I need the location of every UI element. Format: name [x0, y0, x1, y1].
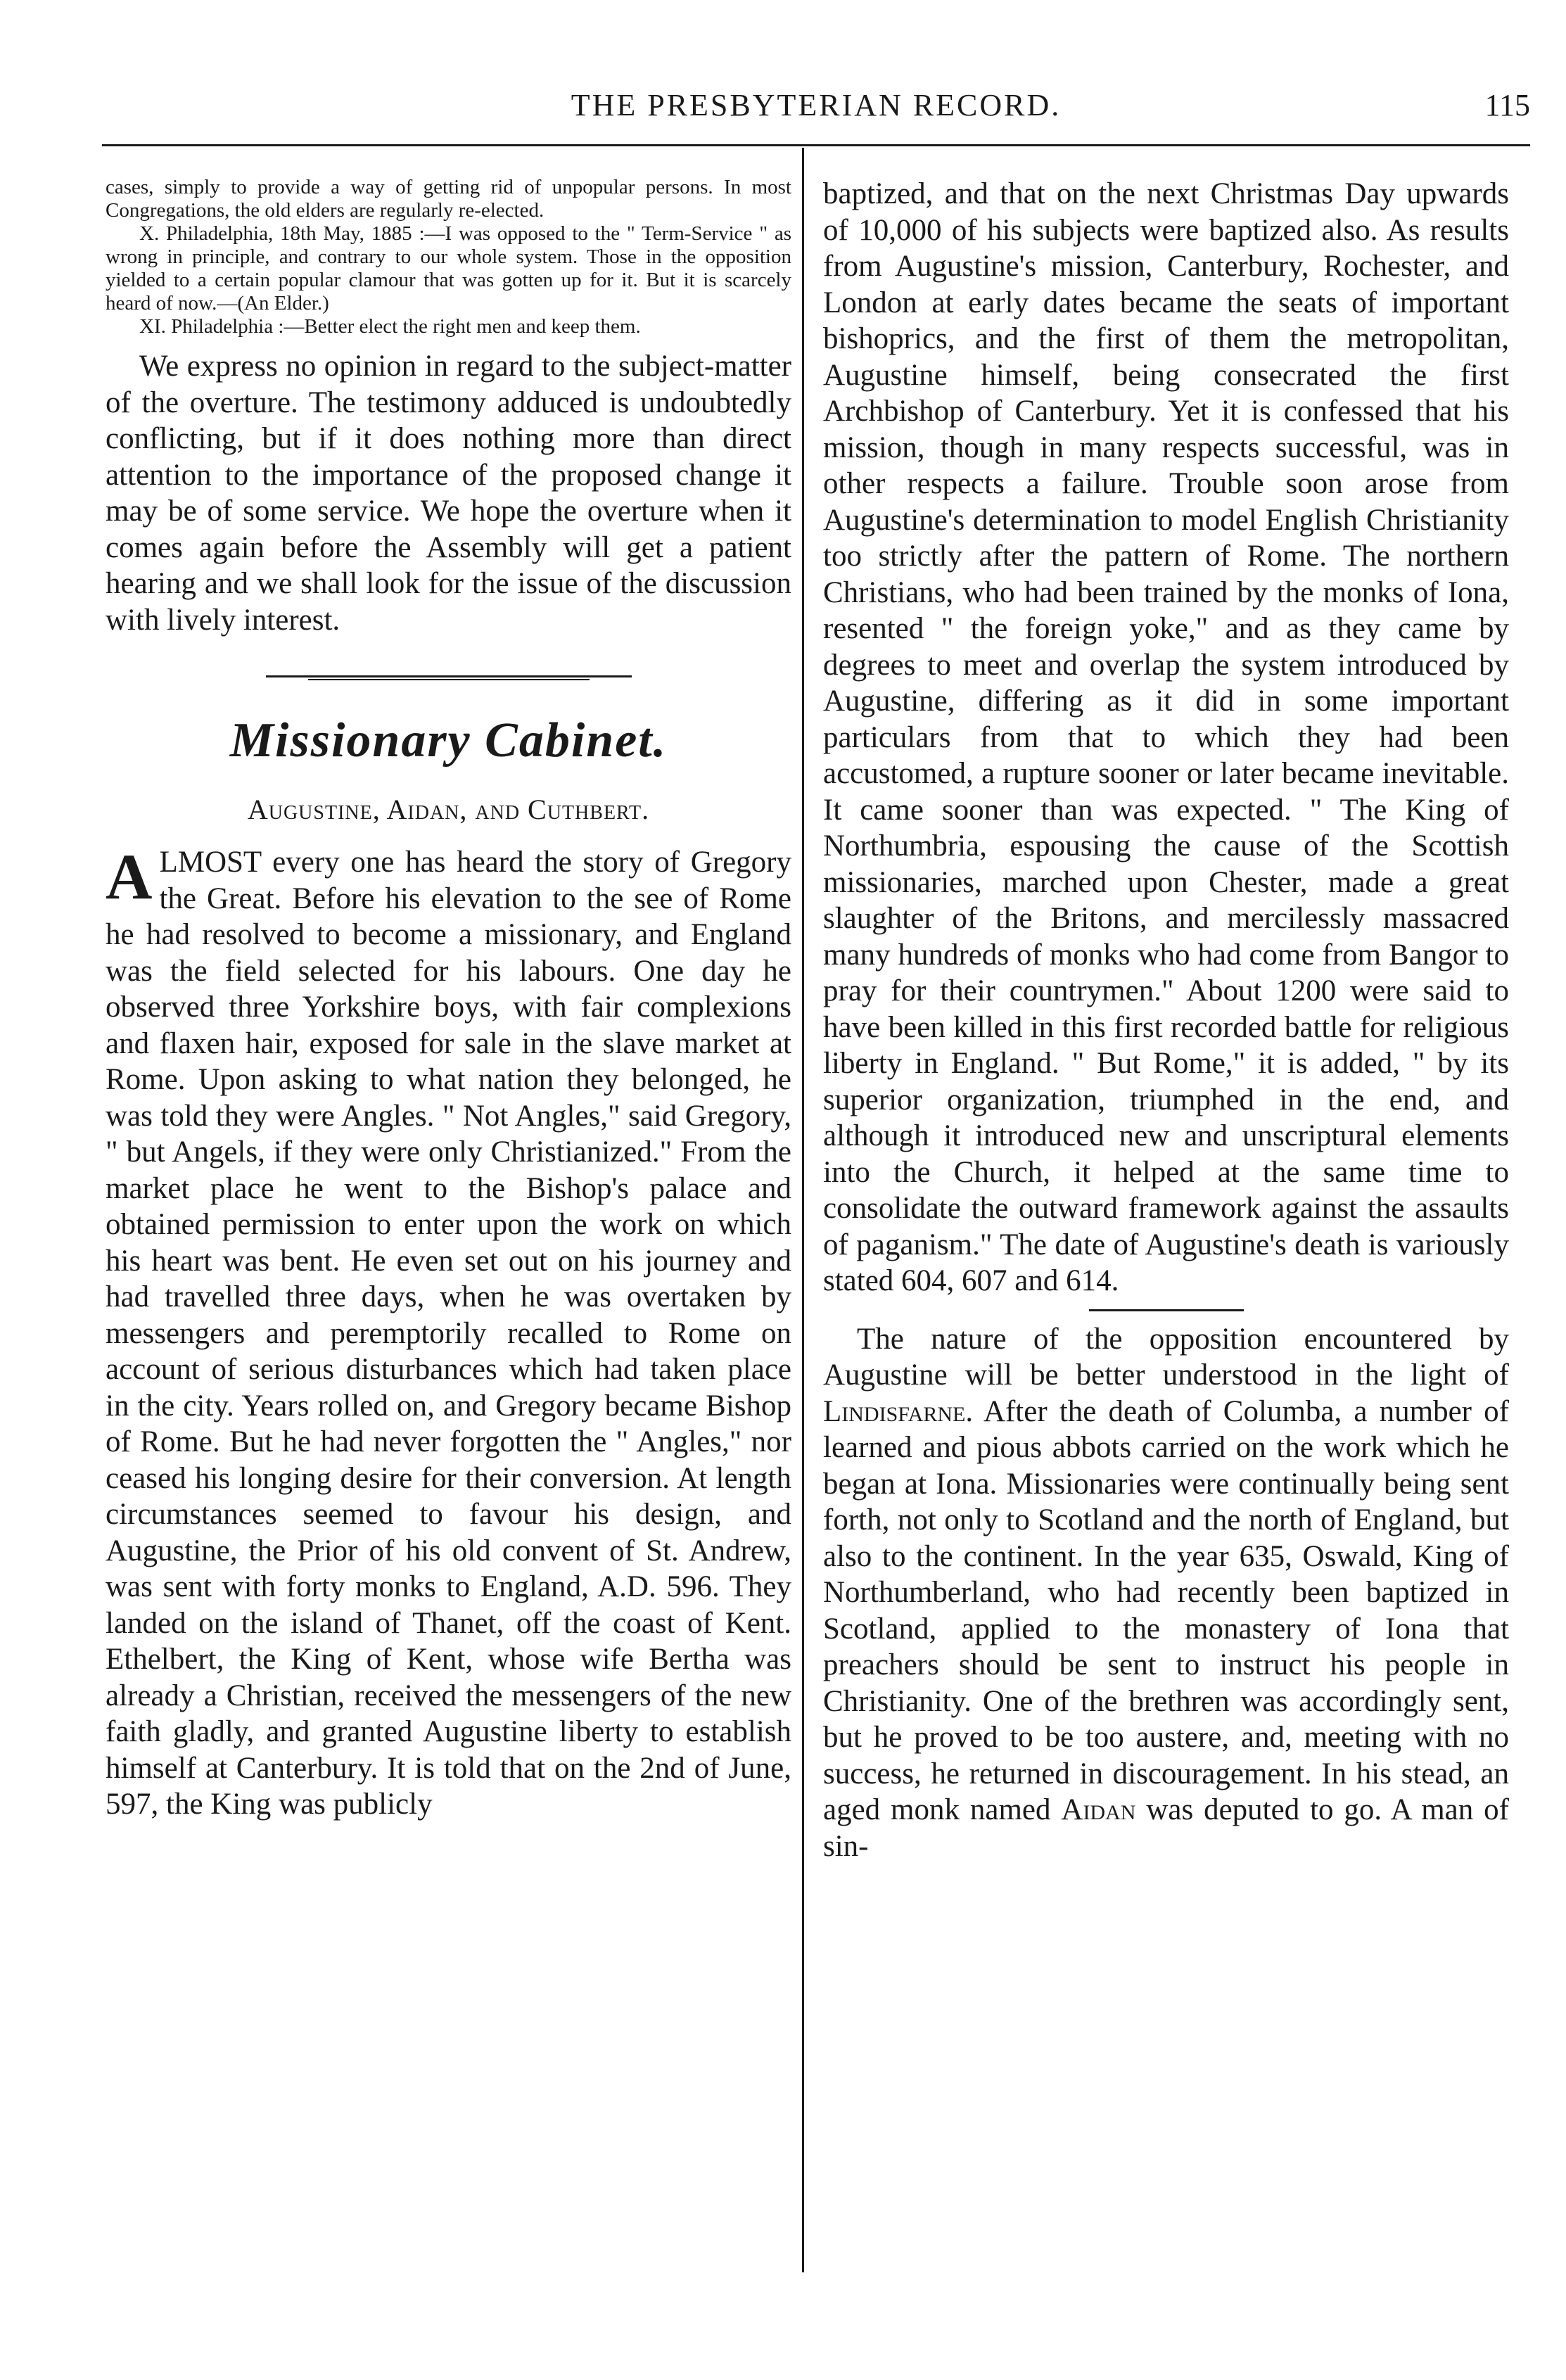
running-title: THE PRESBYTERIAN RECORD.	[571, 88, 1062, 122]
header-rule	[102, 144, 1530, 146]
page-header	[102, 83, 1530, 132]
left-column	[106, 176, 791, 1823]
page-number: 115	[1484, 88, 1530, 122]
drop-cap: A	[106, 841, 153, 912]
section-title: Missionary Cabinet.	[229, 713, 668, 768]
column-divider	[802, 148, 804, 2272]
right-column	[823, 176, 1509, 1864]
augustine-mission-paragraph: baptized, and that on the next Christmas Day upwards of 10,000 of his subjects were baptized also. As results from Augustine's mission, Canterbury, Rochester, and London at early dates became the seats of important bishoprics, and the first of them the metropolitan, Augustine himself, being consecrated the first Archbishop of Canterbury. Yet it is confessed that his mission, though in many respects successful, was in other respects a failure. Trouble soon arose from Augustine's determination to model English Christianity too strictly after the pattern of Rome. The northern Christians, who had been trained by the monks of Iona, resented " the foreign yoke," and as they came by degrees to meet and overlap the system introduced by Augustine, differing as it did in some important particulars from that to which they had been accustomed, a rupture sooner or later became inevitable. It came sooner than was expected. " The King of Northumbria, espousing the cause of the Scottish missionaries, marched upon Chester, made a great slaughter of the Britons, and mercilessly massacred many hundreds of monks who had come from Bangor to pray for their countrymen." About 1200 were said to have been killed in this first recorded battle for religious liberty in England. " But Rome," it is added, " by its superior organization, triumphed in the end, and although it introduced new and unscriptural elements into the Church, it helped at the same time to consolidate the outward framework against the assaults of paganism." The date of Augustine's death is variously stated 604, 607 and 614.	[823, 177, 1509, 1297]
footnote-continuation: cases, simply to provide a way of getting rid of unpopular persons. In most Congregations, the old elders are regularly re-elected.	[106, 176, 791, 222]
article-title: Augustine, Aidan, and Cuthbert.	[247, 794, 650, 825]
article-opening-text: LMOST every one has heard the story of Gregory the Great. Before his elevation to the see of Rome he had resolved to become a missionary, and England was the field selected for his labours. One day he observed three Yorkshire boys, with fair complexions and flaxen hair, exposed for sale in the slave market at Rome. Upon asking to what nation they belonged, he was told they were Angles. " Not Angles," said Gregory, " but Angels, if they were only Christianized." From the market place he went to the Bishop's palace and obtained permission to enter upon the work on which his heart was bent. He even set out on his journey and had travelled three days, when he was overtaken by messengers and peremptorily recalled to Rome on account of serious disturbances which had taken place in the city. Years rolled on, and Gregory became Bishop of Rome. But he had never forgotten the " Angles," nor ceased his longing desire for their conversion. At length circumstances seemed to favour his design, and Augustine, the Prior of his old convent of St. Andrew, was sent with forty monks to England, A.D. 596. They landed on the island of Thanet, off the coast of Kent. Ethelbert, the King of Kent, whose wife Bertha was already a Christian, received the messengers of the new faith gladly, and granted Augustine liberty to establish himself at Canterbury. It is told that on the 2nd of June, 597, the King was publicly	[106, 846, 791, 1821]
article-opening-paragraph	[106, 841, 791, 1823]
footnote-testimony-xi: XI. Philadelphia :—Better elect the right men and keep them.	[139, 315, 641, 338]
footnote-testimony-x: X. Philadelphia, 18th May, 1885 :—I was opposed to the " Term-Service " as wrong in principle, and contrary to our whole system. Those in the opposition yielded to a certain popular clamour that was gotten up for it. But it is scarcely heard of now.—(An Elder.)	[106, 222, 791, 314]
ornamental-rule	[266, 675, 632, 682]
aidan-smallcaps: Aidan	[1061, 1793, 1136, 1826]
editorial-paragraph: We express no opinion in regard to the subject-matter of the overture. The testimony adduced is undoubtedly conflicting, but if it does nothing more than direct attention to the importance of the proposed change it may be of some service. We hope the overture when it comes again before the Assembly will get a patient hearing and we shall look for the issue of the discussion with lively interest.	[106, 350, 791, 637]
lindisfarne-paragraph: The nature of the opposition encountered by Augustine will be better understood in the light of Lindisfarne. After the death of Columba, a number of learned and pious abbots carried on the work which he began at Iona. Missionaries were continually being sent forth, not only to Scotland and the north of England, but also to the continent. In the year 635, Oswald, King of Northumberland, who had recently been baptized in Scotland, applied to the monastery of Iona that preachers should be sent to instruct his people in Christianity. One of the brethren was accordingly sent, but he proved to be too austere, and, meeting with no success, he returned in discouragement. In his stead, an aged monk named Aidan was deputed to go. A man of sin-	[823, 1322, 1509, 1863]
paragraph-rule	[1089, 1309, 1244, 1311]
lindisfarne-smallcaps: Lindisfarne	[823, 1394, 966, 1428]
